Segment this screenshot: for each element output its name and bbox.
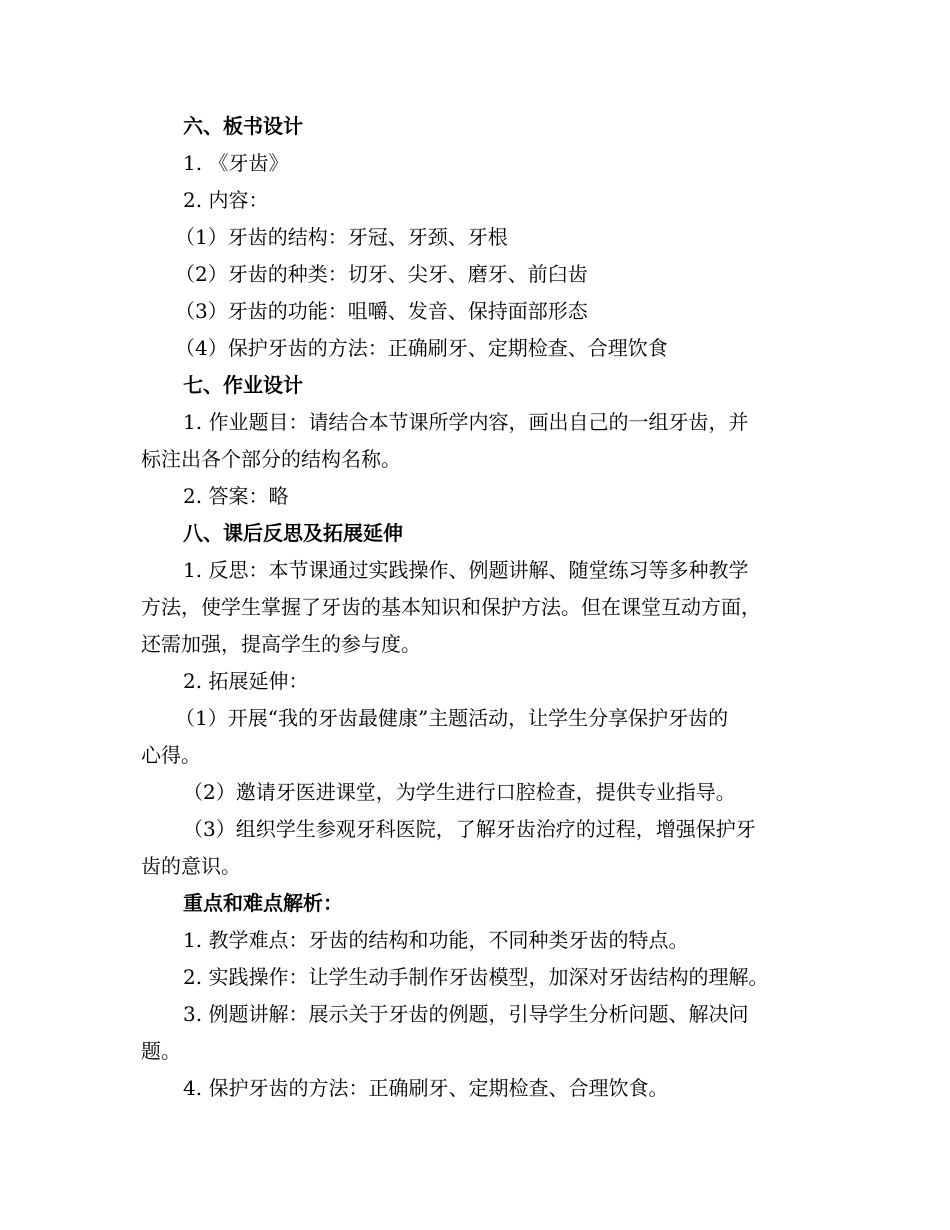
- reflection-sub-2: （2）邀请牙医进课堂，为学生进行口腔检查，提供专业指导。: [183, 780, 736, 804]
- document-body: [141, 108, 809, 1107]
- section-heading-homework: 七、作业设计: [183, 373, 303, 397]
- reflection-item-1-line-1: 1. 反思：本节课通过实践操作、例题讲解、随堂练习等多种教学: [183, 558, 749, 582]
- homework-item-1-line-2: 标注出各个部分的结构名称。: [141, 447, 401, 471]
- analysis-item-2: 2. 实践操作：让学生动手制作牙齿模型，加深对牙齿结构的理解。: [183, 965, 769, 989]
- section-heading-reflection: 八、课后反思及拓展延伸: [183, 521, 403, 545]
- board-sub-1: （1）牙齿的结构：牙冠、牙颈、牙根: [175, 225, 508, 249]
- reflection-sub-3-line-1: （3）组织学生参观牙科医院，了解牙齿治疗的过程，增强保护牙: [183, 817, 756, 841]
- reflection-sub-3-line-2: 齿的意识。: [141, 854, 241, 878]
- board-item-2: 2. 内容：: [183, 188, 269, 212]
- reflection-item-2: 2. 拓展延伸：: [183, 669, 309, 693]
- reflection-item-1-line-3: 还需加强，提高学生的参与度。: [141, 632, 421, 656]
- board-item-1: 1. 《牙齿》: [183, 151, 289, 175]
- reflection-sub-1-line-1: （1）开展“我的牙齿最健康”主题活动，让学生分享保护牙齿的: [175, 706, 729, 730]
- section-heading-analysis: 重点和难点解析：: [183, 891, 343, 915]
- reflection-sub-1-line-2: 心得。: [141, 743, 201, 767]
- board-sub-3: （3）牙齿的功能：咀嚼、发音、保持面部形态: [175, 299, 588, 323]
- homework-item-2: 2. 答案：略: [183, 484, 289, 508]
- board-sub-2: （2）牙齿的种类：切牙、尖牙、磨牙、前臼齿: [175, 262, 588, 286]
- reflection-item-1-line-2: 方法，使学生掌握了牙齿的基本知识和保护方法。但在课堂互动方面，: [141, 595, 761, 619]
- analysis-item-1: 1. 教学难点：牙齿的结构和功能，不同种类牙齿的特点。: [183, 928, 689, 952]
- section-heading-board-design: 六、板书设计: [183, 114, 303, 138]
- homework-item-1-line-1: 1. 作业题目：请结合本节课所学内容，画出自己的一组牙齿，并: [183, 410, 749, 434]
- analysis-item-3-line-2: 题。: [141, 1039, 181, 1063]
- analysis-item-4: 4. 保护牙齿的方法：正确刷牙、定期检查、合理饮食。: [183, 1076, 669, 1100]
- analysis-item-3-line-1: 3. 例题讲解：展示关于牙齿的例题，引导学生分析问题、解决问: [183, 1002, 749, 1026]
- board-sub-4: （4）保护牙齿的方法：正确刷牙、定期检查、合理饮食: [175, 336, 668, 360]
